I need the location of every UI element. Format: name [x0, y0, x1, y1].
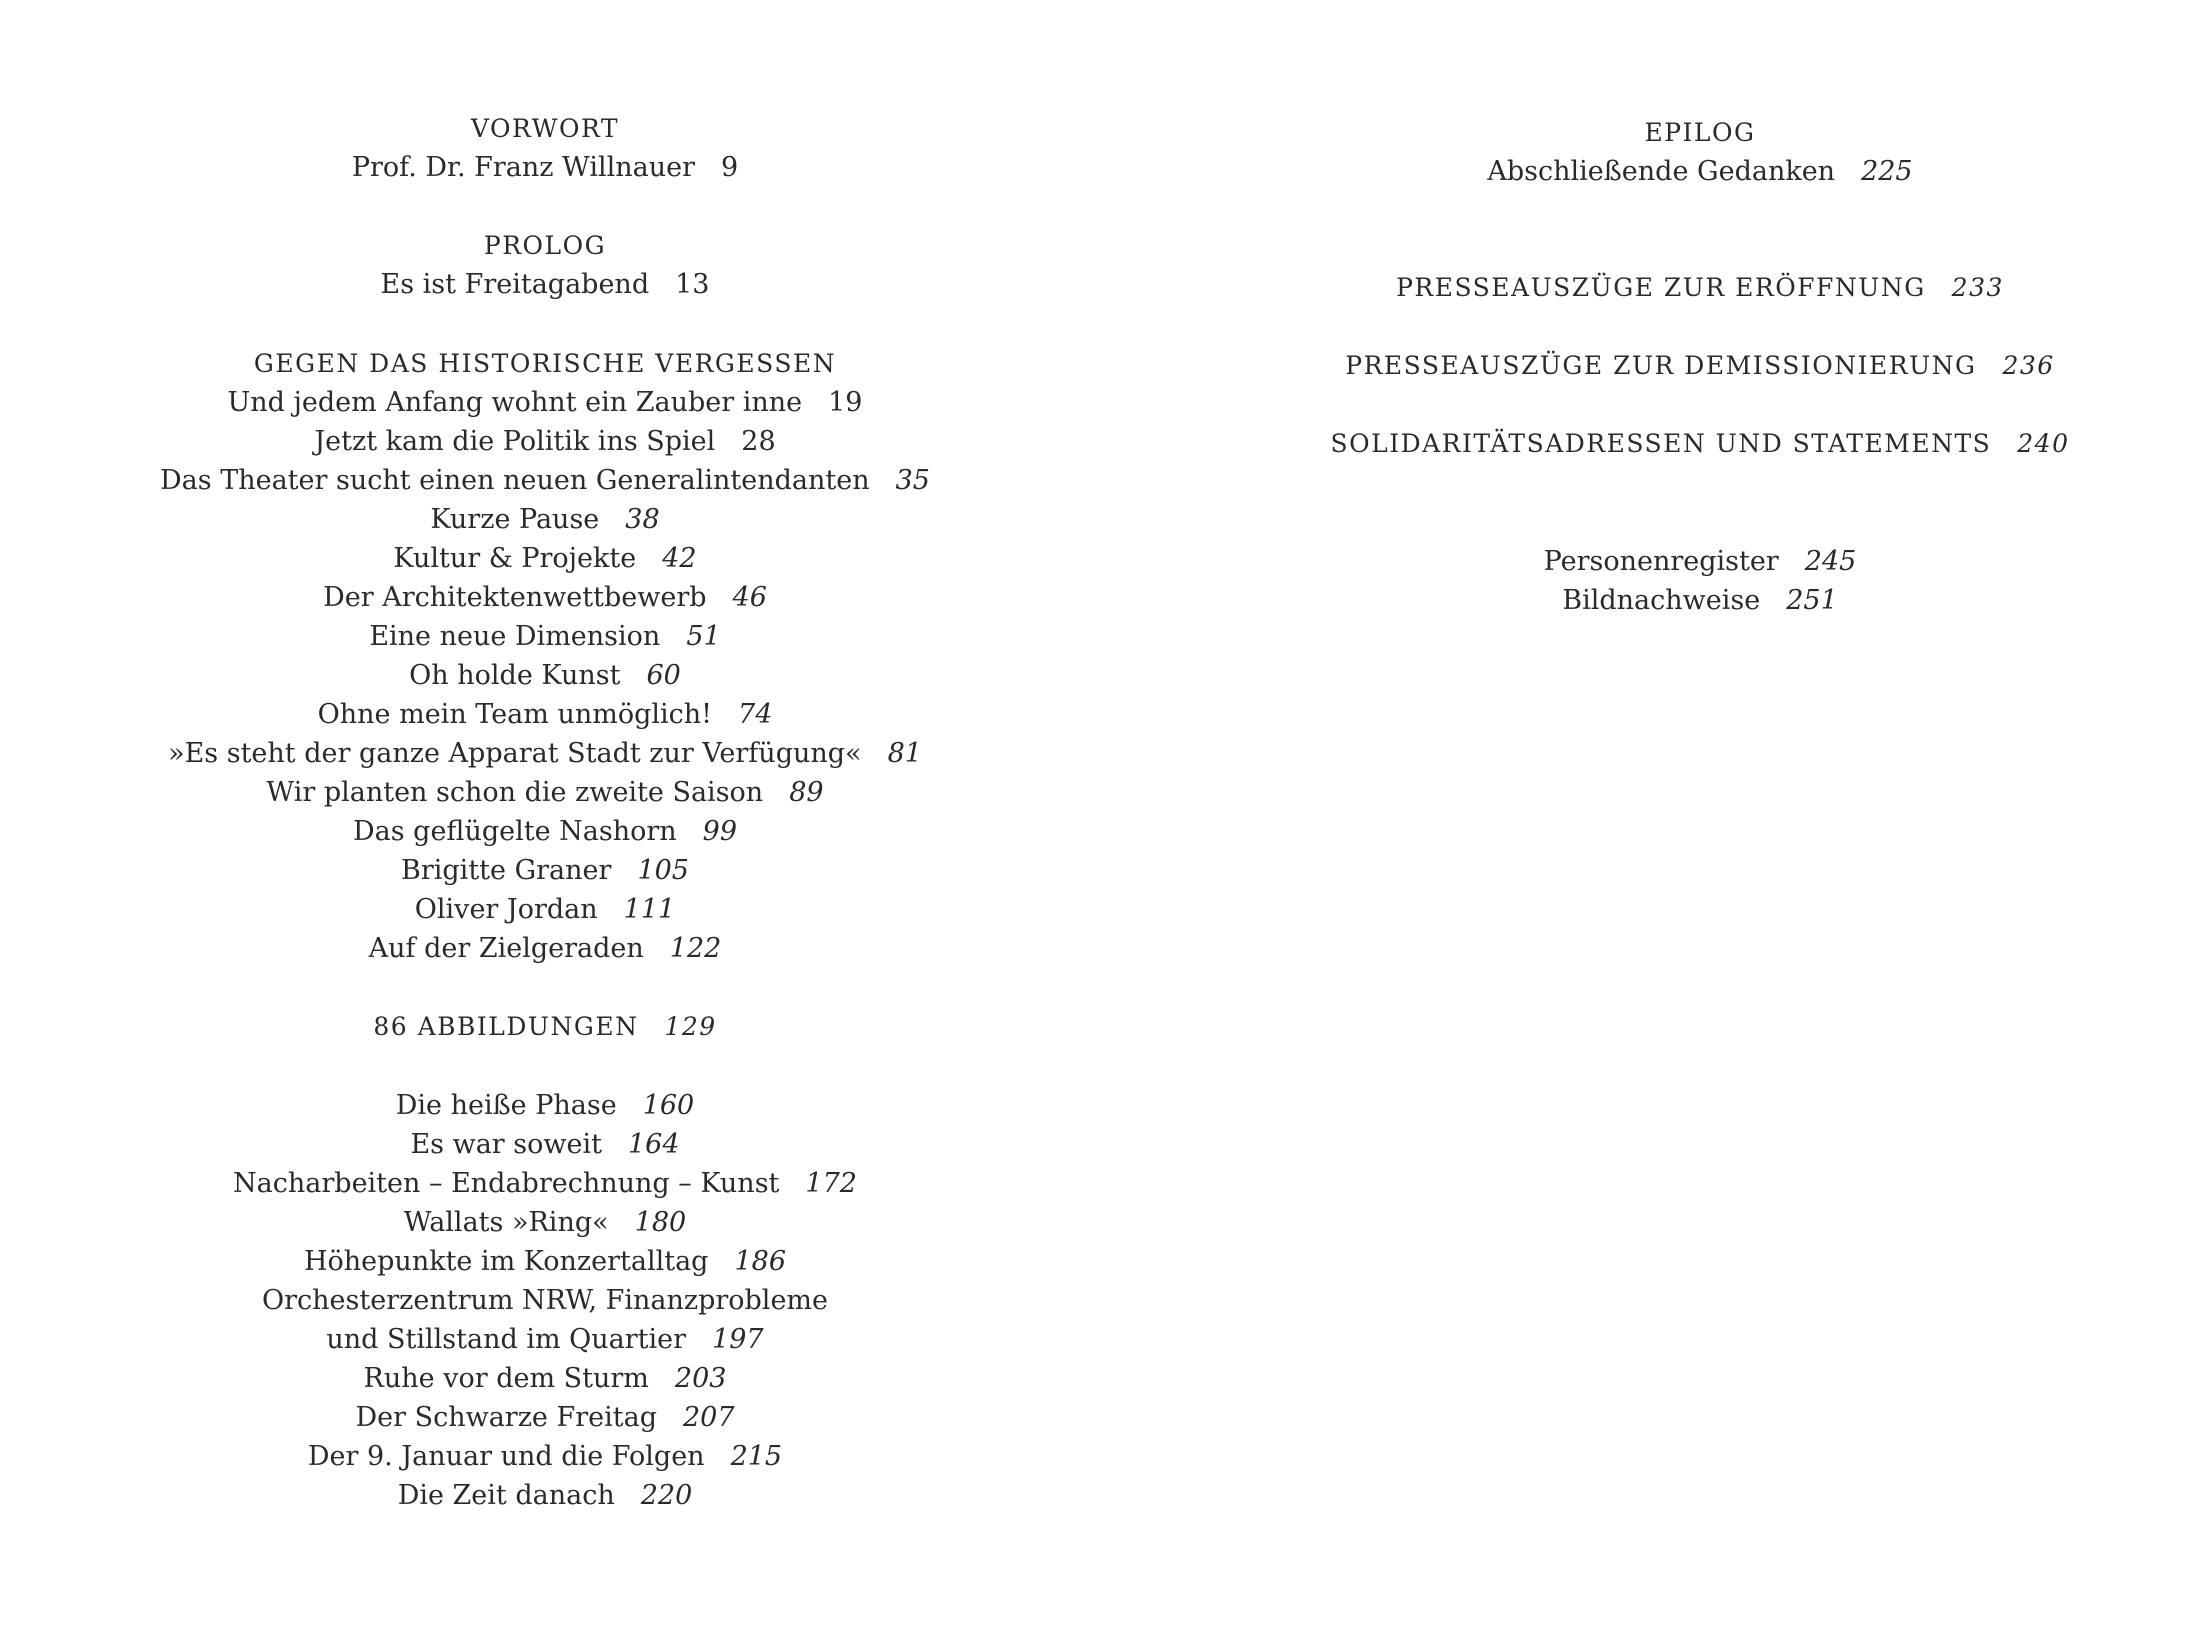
toc-page-number: 74 — [738, 699, 773, 730]
toc-section-heading — [1330, 349, 2070, 383]
toc-entry — [140, 581, 950, 615]
toc-entry-title: Der Architektenwettbewerb — [323, 582, 707, 613]
toc-entry-title: Orchesterzentrum NRW, Finanzprobleme — [262, 1285, 828, 1316]
toc-entry — [140, 151, 950, 185]
toc-entry — [1330, 155, 2070, 189]
toc-page-number: 180 — [634, 1207, 687, 1238]
toc-page-number: 236 — [2002, 351, 2055, 380]
toc-entry — [140, 268, 950, 302]
toc-entry — [140, 776, 950, 810]
toc-entry — [140, 1245, 950, 1279]
toc-page-number: 172 — [805, 1168, 857, 1199]
toc-page-number: 99 — [702, 816, 738, 847]
toc-page-number: 160 — [642, 1090, 695, 1121]
toc-entry-title: Der Schwarze Freitag — [355, 1402, 657, 1433]
toc-entry — [140, 893, 950, 927]
toc-entry — [140, 425, 950, 459]
toc-entry — [140, 503, 950, 537]
toc-entry — [140, 737, 950, 771]
toc-page-number: 220 — [640, 1480, 693, 1511]
toc-entry-title: Oliver Jordan — [414, 894, 598, 925]
toc-entry — [140, 1440, 950, 1474]
toc-entry-title: SOLIDARITÄTSADRESSEN UND STATEMENTS — [1330, 429, 1992, 458]
toc-entry-title: GEGEN DAS HISTORISCHE VERGESSEN — [253, 349, 837, 378]
toc-page-number: 215 — [730, 1441, 783, 1472]
toc-entry — [140, 1401, 950, 1435]
toc-entry-title: PRESSEAUSZÜGE ZUR DEMISSIONIERUNG — [1345, 351, 1977, 380]
toc-page-number: 207 — [682, 1402, 735, 1433]
toc-entry — [140, 1167, 950, 1201]
toc-entry — [140, 1089, 950, 1123]
toc-entry — [140, 815, 950, 849]
toc-page-number: 13 — [675, 269, 710, 300]
toc-page-number: 186 — [734, 1246, 787, 1277]
toc-entry-title: Oh holde Kunst — [409, 660, 621, 691]
toc-entry — [140, 1323, 950, 1357]
toc-page-number: 240 — [2017, 429, 2070, 458]
toc-page-number: 105 — [637, 855, 689, 886]
toc-entry — [1330, 545, 2070, 579]
toc-entry-title: und Stillstand im Quartier — [326, 1324, 687, 1355]
toc-entry-title: Eine neue Dimension — [369, 621, 661, 652]
toc-entry — [140, 1362, 950, 1396]
toc-page-number: 233 — [1951, 273, 2004, 302]
toc-page-number: 89 — [789, 777, 824, 808]
toc-entry-title: Personenregister — [1543, 546, 1779, 577]
toc-page-number: 225 — [1861, 156, 1913, 187]
toc-entry-title: Ohne mein Team unmöglich! — [317, 699, 713, 730]
toc-entry — [140, 464, 950, 498]
toc-entry-title: Prof. Dr. Franz Willnauer — [351, 152, 695, 183]
toc-entry-title: Kurze Pause — [430, 504, 600, 535]
toc-section-heading — [1330, 271, 2070, 305]
toc-page-number: 197 — [712, 1324, 764, 1355]
toc-section-heading — [140, 229, 950, 263]
toc-page-number: 111 — [623, 894, 676, 925]
toc-page-number: 164 — [627, 1129, 680, 1160]
toc-entry-title: Es ist Freitagabend — [380, 269, 650, 300]
toc-entry-title: Ruhe vor dem Sturm — [363, 1363, 649, 1394]
toc-page-number: 81 — [887, 738, 922, 769]
toc-entry — [140, 620, 950, 654]
toc-entry-title: »Es steht der ganze Apparat Stadt zur Verfügung« — [168, 738, 862, 769]
toc-page-number: 203 — [674, 1363, 727, 1394]
toc-entry — [140, 1206, 950, 1240]
toc-entry — [140, 1128, 950, 1162]
toc-page-number: 129 — [664, 1012, 717, 1041]
toc-page-number: 28 — [741, 426, 776, 457]
toc-entry — [1330, 584, 2070, 618]
toc-entry — [140, 1284, 950, 1318]
toc-page-number: 19 — [828, 387, 863, 418]
toc-page-number: 51 — [686, 621, 721, 652]
toc-entry — [140, 854, 950, 888]
toc-entry — [140, 698, 950, 732]
toc-entry-title: Höhepunkte im Konzertalltag — [303, 1246, 709, 1277]
toc-entry-title: Wallats »Ring« — [403, 1207, 609, 1238]
toc-entry-title: Die heiße Phase — [395, 1090, 617, 1121]
toc-entry-title: Das geflügelte Nashorn — [352, 816, 677, 847]
toc-entry — [140, 1479, 950, 1513]
toc-entry-title: Das Theater sucht einen neuen Generalintendanten — [160, 465, 870, 496]
toc-entry-title: Kultur & Projekte — [393, 543, 637, 574]
toc-section-heading — [1330, 116, 2070, 150]
toc-entry-title: EPILOG — [1644, 118, 1756, 147]
toc-entry-title: Der 9. Januar und die Folgen — [307, 1441, 705, 1472]
toc-page-number: 42 — [662, 543, 697, 574]
toc-entry-title: Auf der Zielgeraden — [368, 933, 644, 964]
toc-entry-title: Die Zeit danach — [397, 1480, 615, 1511]
toc-section-heading — [140, 347, 950, 381]
toc-section-heading — [1330, 427, 2070, 461]
toc-page-number: 251 — [1786, 585, 1838, 616]
toc-section-heading — [140, 1010, 950, 1044]
toc-entry-title: Nacharbeiten – Endabrechnung – Kunst — [233, 1168, 780, 1199]
toc-entry-title: PROLOG — [483, 231, 607, 260]
toc-entry-title: 86 ABBILDUNGEN — [373, 1012, 639, 1041]
toc-entry-title: Es war soweit — [410, 1129, 602, 1160]
toc-page-number: 122 — [669, 933, 722, 964]
toc-section-heading — [140, 112, 950, 146]
toc-entry-title: Abschließende Gedanken — [1487, 156, 1836, 187]
toc-entry-title: Bildnachweise — [1562, 585, 1761, 616]
toc-entry-title: Wir planten schon die zweite Saison — [266, 777, 764, 808]
toc-entry — [140, 542, 950, 576]
toc-entry-title: VORWORT — [470, 114, 620, 143]
toc-page-number: 245 — [1804, 546, 1857, 577]
toc-page-number: 9 — [720, 152, 739, 183]
toc-entry — [140, 659, 950, 693]
toc-entry — [140, 932, 950, 966]
toc-entry-title: Jetzt kam die Politik ins Spiel — [314, 426, 716, 457]
toc-page-number: 60 — [646, 660, 681, 691]
toc-entry-title: Und jedem Anfang wohnt ein Zauber inne — [227, 387, 803, 418]
toc-page-number: 35 — [895, 465, 930, 496]
toc-page-number: 38 — [625, 504, 660, 535]
toc-page-number: 46 — [732, 582, 767, 613]
toc-entry-title: Brigitte Graner — [401, 855, 612, 886]
toc-entry-title: PRESSEAUSZÜGE ZUR ERÖFFNUNG — [1396, 273, 1926, 302]
toc-entry — [140, 386, 950, 420]
